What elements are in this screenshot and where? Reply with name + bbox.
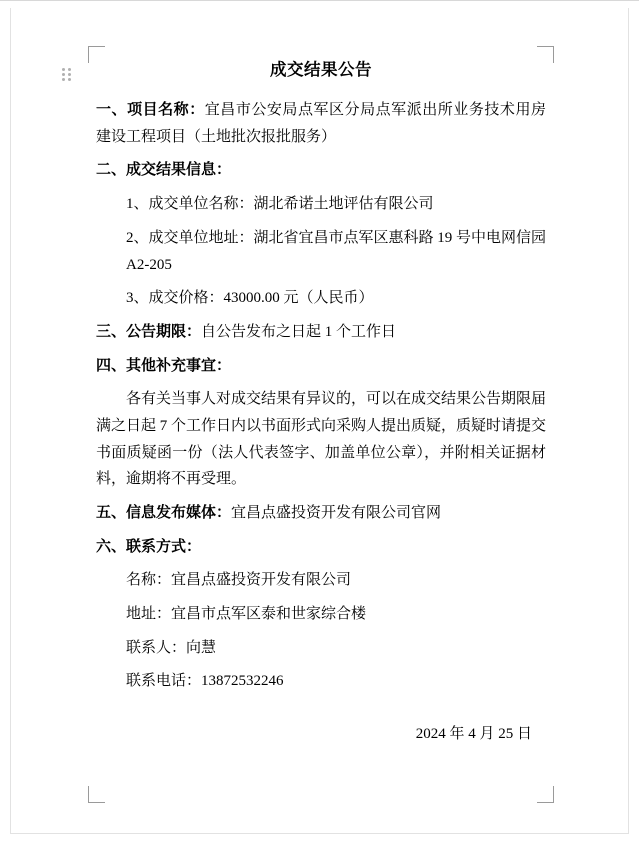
crop-mark-bottom-left [88,786,105,803]
section-text-supplementary: 各有关当事人对成交结果有异议的，可以在成交结果公告期限届满之日起 7 个工作日内以书面形式向采购人提出质疑，质疑时请提交书面质疑函一份（法人代表签字、加盖单位公章），并附相关证据材料，逾期将不再受理。 [96,391,547,488]
section-text-media: 宜昌点盛投资开发有限公司官网 [231,505,442,522]
drag-handle-icon[interactable] [62,68,72,82]
result-item-1: 1、成交单位名称：湖北希诺土地评估有限公司 [126,196,434,213]
section-heading-media: 五、信息发布媒体： [96,505,232,522]
document-date: 2024 年 4 月 25 日 [415,726,532,743]
result-item-2: 2、成交单位地址：湖北省宜昌市点军区惠科路 19 号中电网信园A2-205 [126,229,547,273]
section-heading-project-name: 一、项目名称： [96,102,205,119]
contact-item-person: 联系人：向慧 [126,639,217,656]
contact-item-name: 名称：宜昌点盛投资开发有限公司 [126,572,352,589]
result-item-3: 3、成交价格：43000.00 元（人民币） [126,290,374,307]
section-text-project-name: 宜昌市公安局点军区分局点军派出所业务技术用房建设工程项目（土地批次报批服务） [96,102,546,145]
section-heading-notice-period: 三、公告期限： [96,323,202,340]
section-heading-result-info: 二、成交结果信息： [96,162,232,179]
top-rule [0,0,639,1]
section-heading-contact: 六、联系方式： [96,538,202,555]
crop-mark-bottom-right [537,786,554,803]
section-project-name [96,97,546,150]
page-title: 成交结果公告 [270,60,372,79]
section-notice-period [96,319,546,346]
section-media [96,500,546,527]
document-body [96,58,546,755]
contact-item-address: 地址：宜昌市点军区泰和世家综合楼 [126,606,367,623]
contact-item-phone: 联系电话：13872532246 [126,673,284,690]
section-text-notice-period: 自公告发布之日起 1 个工作日 [201,323,397,340]
section-heading-supplementary: 四、其他补充事宜： [96,357,232,374]
